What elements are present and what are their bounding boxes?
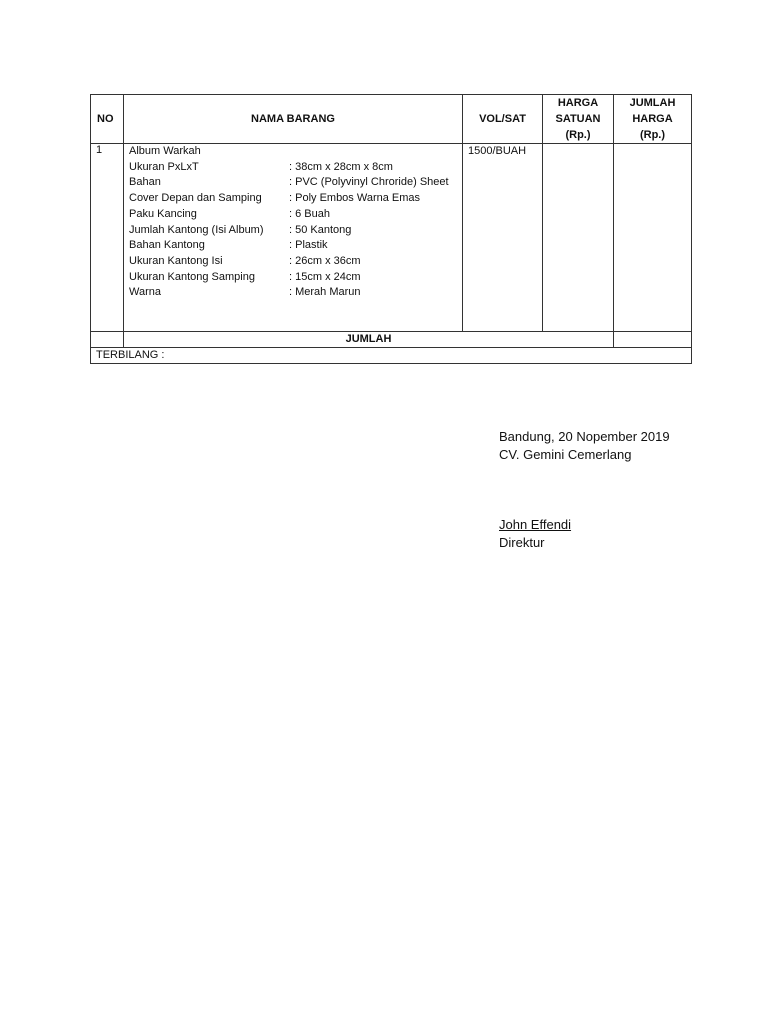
- vol-unit-cell: 1500/BUAH: [463, 144, 543, 332]
- spec-value: : 38cm x 28cm x 8cm: [289, 160, 393, 173]
- spec-line: [129, 160, 457, 176]
- item-title: Album Warkah: [129, 145, 201, 157]
- spec-line: [129, 207, 457, 223]
- spec-line: [129, 254, 457, 270]
- spec-value: : Plastik: [289, 239, 328, 252]
- spelled-label: TERBILANG :: [91, 348, 692, 364]
- company-name: CV. Gemini Cemerlang: [499, 447, 632, 462]
- spec-label: Bahan Kantong: [129, 239, 205, 252]
- spec-line: [129, 175, 457, 191]
- total-row: [91, 332, 692, 348]
- spec-label: Jumlah Kantong (Isi Album): [129, 223, 264, 236]
- total-value: [614, 332, 692, 348]
- spec-label: Ukuran PxLxT: [129, 160, 199, 173]
- spec-line: [129, 223, 457, 239]
- unit-price-cell: [543, 144, 614, 332]
- row-number: 1: [91, 144, 124, 332]
- spec-value: : 26cm x 36cm: [289, 254, 361, 267]
- item-table: [90, 94, 692, 364]
- place-date: Bandung, 20 Nopember 2019: [499, 429, 670, 444]
- spec-label: Ukuran Kantong Isi: [129, 254, 223, 267]
- header-total-price-line: HARGA: [632, 113, 673, 125]
- header-row: [91, 95, 692, 144]
- total-empty-cell: [91, 332, 124, 348]
- header-no: NO: [91, 95, 124, 144]
- header-vol-unit: VOL/SAT: [463, 95, 543, 144]
- spec-line: [129, 191, 457, 207]
- spec-label: Bahan: [129, 176, 161, 189]
- spec-line: [129, 285, 457, 301]
- spec-label: Cover Depan dan Samping: [129, 192, 262, 205]
- spelled-row: [91, 348, 692, 364]
- signature-block: [499, 428, 670, 552]
- signer-title: Direktur: [499, 535, 545, 550]
- header-unit-price-line: SATUAN: [555, 113, 601, 125]
- spec-value: : 6 Buah: [289, 207, 330, 220]
- header-unit-price-line: HARGA: [557, 97, 599, 109]
- signature-space: [499, 464, 670, 516]
- item-description: [124, 144, 463, 332]
- spec-value: : 15cm x 24cm: [289, 270, 361, 283]
- spec-label: Warna: [129, 286, 161, 299]
- spec-value: : Merah Marun: [289, 286, 361, 299]
- spec-label: Ukuran Kantong Samping: [129, 270, 255, 283]
- signer-name: John Effendi: [499, 517, 572, 532]
- header-unit-price: [543, 95, 614, 144]
- spec-value: : 50 Kantong: [289, 223, 352, 236]
- table-row: [91, 144, 692, 332]
- spec-line: [129, 238, 457, 254]
- header-unit-price-line: (Rp.): [565, 129, 591, 141]
- header-total-price-line: (Rp.): [639, 129, 666, 141]
- spec-line: [129, 270, 457, 286]
- header-total-price: [614, 95, 692, 144]
- total-label: JUMLAH: [124, 332, 614, 348]
- header-item-name: NAMA BARANG: [124, 95, 463, 144]
- spec-value: : Poly Embos Warna Emas: [289, 192, 421, 205]
- item-details-list: [129, 160, 457, 301]
- spec-label: Paku Kancing: [129, 207, 197, 220]
- spec-value: : PVC (Polyvinyl Chroride) Sheet: [289, 176, 449, 189]
- total-price-cell: [614, 144, 692, 332]
- header-total-price-line: JUMLAH: [629, 97, 676, 109]
